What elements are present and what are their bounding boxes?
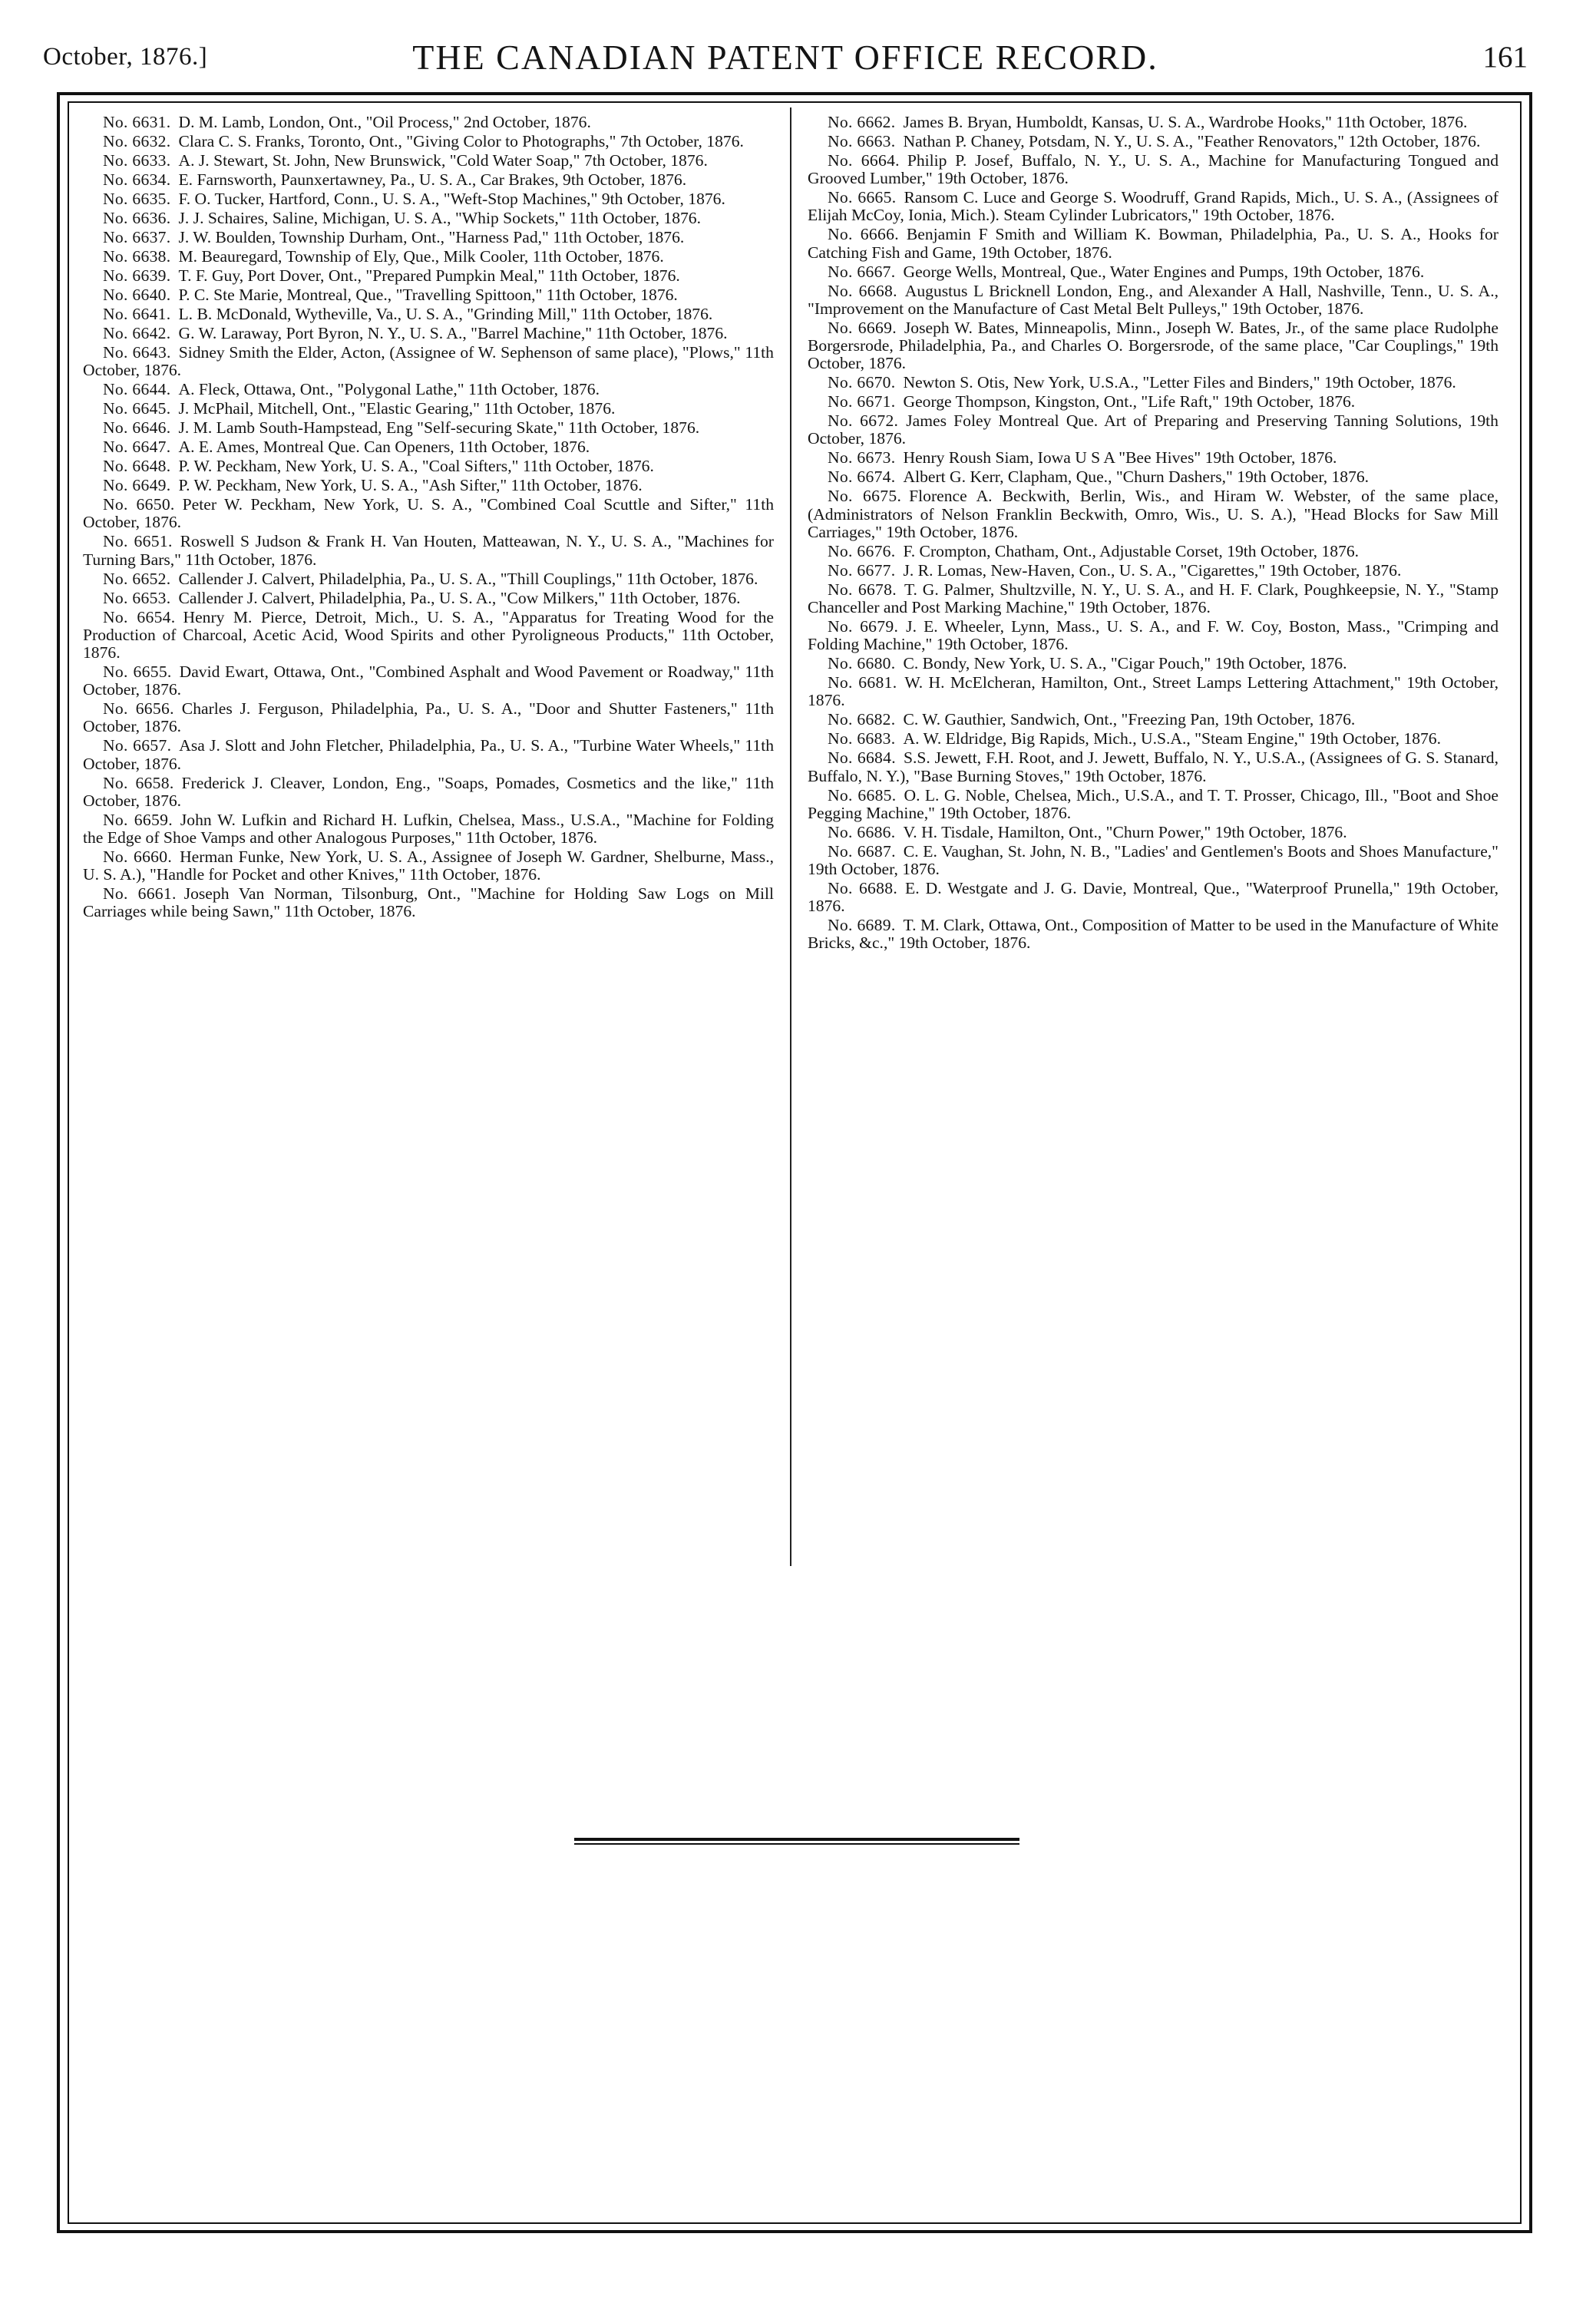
patent-details: W. H. McElcheran, Hamilton, Ont., Street Lamps Lettering Attachment," 19th October, 1876. — [808, 673, 1499, 710]
patent-details: Nathan P. Chaney, Potsdam, N. Y., U. S. A., "Feather Renovators," 12th October, 1876. — [903, 132, 1481, 150]
patent-entry — [83, 248, 774, 266]
patent-details: John W. Lufkin and Richard H. Lufkin, Chelsea, Mass., U.S.A., "Machine for Folding the Edge of Shoe Vamps and other Analogous Purposes," 11th October, 1876. — [83, 810, 774, 848]
patent-details: Peter W. Peckham, New York, U. S. A., "Combined Coal Scuttle and Sifter," 11th October, 1876. — [83, 495, 774, 532]
patent-number: No. 6646. — [103, 418, 171, 438]
patent-entry — [83, 590, 774, 607]
patent-number: No. 6685. — [828, 785, 897, 805]
patent-details: Henry Roush Siam, Iowa U S A "Bee Hives" 19th October, 1876. — [903, 448, 1337, 468]
patent-details: Newton S. Otis, New York, U.S.A., "Letter Files and Binders," 19th October, 1876. — [903, 373, 1456, 392]
patent-details: Callender J. Calvert, Philadelphia, Pa., U. S. A., "Cow Milkers," 11th October, 1876. — [178, 588, 741, 607]
patent-entry — [83, 381, 774, 398]
patent-details: T. M. Clark, Ottawa, Ont., Composition of Matter to be used in the Manufacture of White Bricks, &c.," 19th October, 1876. — [808, 916, 1499, 953]
patent-entry — [808, 880, 1499, 915]
patent-number: No. 6661. — [103, 884, 177, 904]
patent-details: Henry M. Pierce, Detroit, Mich., U. S. A., "Apparatus for Treating Wood for the Production of Charcoal, Acetic Acid, Wood Spirits and other Pyroligneous Products," 11th October, 1876. — [83, 607, 774, 662]
patent-number: No. 6665. — [828, 188, 897, 207]
patent-entry — [83, 210, 774, 227]
patent-entry — [808, 263, 1499, 281]
patent-number: No. 6672. — [828, 411, 899, 431]
patent-number: No. 6650. — [103, 495, 175, 514]
patent-entry — [83, 152, 774, 170]
patent-details: V. H. Tisdale, Hamilton, Ont., "Churn Power," 19th October, 1876. — [903, 822, 1347, 841]
patent-number: No. 6662. — [828, 113, 896, 131]
patent-details: Clara C. S. Franks, Toronto, Ont., "Giving Color to Photographs," 7th October, 1876. — [178, 132, 744, 150]
patent-entry — [83, 306, 774, 323]
patent-details: M. Beauregard, Township of Ely, Que., Milk Cooler, 11th October, 1876. — [178, 247, 664, 266]
patent-details: James B. Bryan, Humboldt, Kansas, U. S. A., Wardrobe Hooks," 11th October, 1876. — [903, 113, 1468, 131]
patent-details: Callender J. Calvert, Philadelphia, Pa., U. S. A., "Thill Couplings," 11th October, 1876. — [178, 569, 758, 588]
patent-entry — [83, 775, 774, 810]
patent-entry — [808, 843, 1499, 878]
patent-details: P. W. Peckham, New York, U. S. A., "Ash Sifter," 11th October, 1876. — [178, 476, 643, 495]
patent-number: No. 6637. — [103, 228, 171, 246]
patent-number: No. 6648. — [103, 457, 171, 476]
patent-details: D. M. Lamb, London, Ont., "Oil Process," 2nd October, 1876. — [178, 113, 591, 131]
patent-number: No. 6640. — [103, 286, 171, 304]
patent-entry — [83, 190, 774, 208]
patent-number: No. 6631. — [103, 113, 171, 131]
patent-number: No. 6638. — [103, 247, 171, 266]
patent-details: G. W. Laraway, Port Byron, N. Y., U. S. A., "Barrel Machine," 11th October, 1876. — [178, 324, 728, 342]
patent-details: A. Fleck, Ottawa, Ont., "Polygonal Lathe," 11th October, 1876. — [178, 380, 600, 399]
patent-number: No. 6687. — [828, 841, 896, 861]
patent-details: George Wells, Montreal, Que., Water Engines and Pumps, 19th October, 1876. — [903, 262, 1425, 281]
patent-details: Ransom C. Luce and George S. Woodruff, Grand Rapids, Mich., U. S. A., (Assignees of Elijah McCoy, Ionia, Mich.). Steam Cylinder Lubricators," 19th October, 1876. — [808, 188, 1499, 225]
patent-number: No. 6674. — [828, 468, 896, 487]
patent-entry — [83, 885, 774, 920]
patent-entry — [83, 477, 774, 494]
patent-number: No. 6667. — [828, 262, 896, 281]
patent-number: No. 6677. — [828, 560, 896, 580]
patent-number: No. 6657. — [103, 736, 172, 755]
patent-entry — [808, 711, 1499, 729]
patent-details: Sidney Smith the Elder, Acton, (Assignee of W. Sephenson of same place), "Plows," 11th October, 1876. — [83, 343, 774, 380]
patent-entry — [808, 787, 1499, 822]
patent-entry — [83, 171, 774, 189]
patent-number: No. 6654. — [103, 607, 176, 626]
patent-number: No. 6681. — [828, 673, 897, 692]
patent-entry — [83, 458, 774, 475]
patent-entry — [808, 730, 1499, 748]
patent-entry — [808, 283, 1499, 318]
patent-entry — [83, 700, 774, 735]
patent-details: Charles J. Ferguson, Philadelphia, Pa., U. S. A., "Door and Shutter Fasteners," 11th October, 1876. — [83, 699, 774, 736]
patent-details: A. W. Eldridge, Big Rapids, Mich., U.S.A., "Steam Engine," 19th October, 1876. — [903, 729, 1441, 748]
patent-details: David Ewart, Ottawa, Ont., "Combined Asphalt and Wood Pavement or Roadway," 11th October, 1876. — [83, 662, 774, 699]
patent-entry — [83, 114, 774, 131]
patent-entry — [808, 581, 1499, 616]
patent-details: J. R. Lomas, New-Haven, Con., U. S. A., "Cigarettes," 19th October, 1876. — [903, 560, 1402, 580]
patent-details: E. D. Westgate and J. G. Davie, Montreal, Que., "Waterproof Prunella," 19th October, 1876. — [808, 879, 1499, 916]
patent-number: No. 6651. — [103, 532, 173, 551]
patent-details: S.S. Jewett, F.H. Root, and J. Jewett, Buffalo, N. Y., U.S.A., (Assignees of G. S. Stanard, Buffalo, N. Y.), "Base Burning Stoves," 19th October, 1876. — [808, 748, 1499, 785]
patent-number: No. 6647. — [103, 438, 171, 457]
patent-number: No. 6688. — [828, 879, 898, 898]
patent-details: T. F. Guy, Port Dover, Ont., "Prepared Pumpkin Meal," 11th October, 1876. — [178, 266, 680, 285]
patent-number: No. 6668. — [828, 281, 897, 300]
patent-details: Benjamin F Smith and William K. Bowman, Philadelphia, Pa., U. S. A., Hooks for Catching Fish and Game, 19th October, 1876. — [808, 225, 1499, 262]
patent-details: Joseph Van Norman, Tilsonburg, Ont., "Machine for Holding Saw Logs on Mill Carriages while being Sawn," 11th October, 1876. — [83, 884, 774, 921]
patent-number: No. 6686. — [828, 822, 896, 841]
patent-entry — [83, 570, 774, 588]
page-number: 161 — [1482, 41, 1528, 74]
patent-entry — [83, 811, 774, 847]
patent-entry — [808, 152, 1499, 187]
patent-details: Philip P. Josef, Buffalo, N. Y., U. S. A., Machine for Manufacturing Tongued and Grooved Lumber," 19th October, 1876. — [808, 151, 1499, 188]
patent-details: J. W. Boulden, Township Durham, Ont., "Harness Pad," 11th October, 1876. — [178, 228, 685, 246]
patent-entry — [808, 133, 1499, 150]
patent-details: C. Bondy, New York, U. S. A., "Cigar Pouch," 19th October, 1876. — [903, 654, 1347, 673]
patent-number: No. 6635. — [103, 190, 171, 208]
patent-details: A. J. Stewart, St. John, New Brunswick, "Cold Water Soap," 7th October, 1876. — [178, 151, 708, 170]
patent-number: No. 6634. — [103, 170, 171, 189]
patent-entry — [808, 449, 1499, 467]
patent-number: No. 6641. — [103, 305, 171, 323]
patent-entry — [83, 286, 774, 304]
patent-details: Joseph W. Bates, Minneapolis, Minn., Joseph W. Bates, Jr., of the same place Rudolphe Borgersrode, Philadelphia, Pa., and Charles O. Borgersrode, of the same place, "Car Couplings," 19th October, 1876. — [808, 318, 1499, 373]
patent-details: P. W. Peckham, New York, U. S. A., "Coal Sifters," 11th October, 1876. — [178, 457, 654, 476]
patent-details: C. W. Gauthier, Sandwich, Ont., "Freezing Pan, 19th October, 1876. — [903, 710, 1356, 729]
patent-number: No. 6656. — [103, 699, 174, 719]
patent-number: No. 6675. — [828, 487, 902, 506]
patent-number: No. 6673. — [828, 448, 896, 468]
patent-number: No. 6632. — [103, 132, 171, 150]
patent-entry — [83, 419, 774, 437]
patent-number: No. 6636. — [103, 209, 171, 227]
patent-entry — [808, 374, 1499, 392]
patent-entry — [83, 400, 774, 418]
patent-number: No. 6689. — [828, 916, 896, 935]
patent-details: L. B. McDonald, Wytheville, Va., U. S. A., "Grinding Mill," 11th October, 1876. — [178, 305, 713, 323]
patent-number: No. 6652. — [103, 569, 171, 588]
patent-details: C. E. Vaughan, St. John, N. B., "Ladies' and Gentlemen's Boots and Shoes Manufacture," 19th October, 1876. — [808, 841, 1499, 879]
patent-entry — [83, 344, 774, 379]
right-column — [808, 114, 1499, 953]
patent-entry — [808, 393, 1499, 411]
patent-entry — [808, 917, 1499, 952]
end-rule — [574, 1838, 1019, 1841]
patent-details: O. L. G. Noble, Chelsea, Mich., U.S.A., and T. T. Prosser, Chicago, Ill., "Boot and Shoe Pegging Machine," 19th October, 1876. — [808, 785, 1499, 822]
patent-number: No. 6670. — [828, 373, 896, 392]
patent-details: Herman Funke, New York, U. S. A., Assignee of Joseph W. Gardner, Shelburne, Mass., U. S. A.), "Handle for Pocket and other Knives," 11th October, 1876. — [83, 848, 774, 884]
patent-number: No. 6653. — [103, 588, 171, 607]
patent-details: F. O. Tucker, Hartford, Conn., U. S. A., "Weft-Stop Machines," 9th October, 1876. — [178, 190, 725, 208]
patent-entry — [83, 663, 774, 699]
patent-number: No. 6655. — [103, 662, 172, 682]
patent-entry — [808, 226, 1499, 261]
patent-entry — [83, 325, 774, 342]
patent-entry — [83, 133, 774, 150]
patent-entry — [83, 496, 774, 531]
patent-entry — [83, 267, 774, 285]
patent-details: Asa J. Slott and John Fletcher, Philadelphia, Pa., U. S. A., "Turbine Water Wheels," 11th October, 1876. — [83, 736, 774, 773]
patent-details: J. M. Lamb South-Hampstead, Eng "Self-securing Skate," 11th October, 1876. — [178, 418, 700, 438]
patent-entry — [808, 749, 1499, 785]
patent-entry — [808, 655, 1499, 672]
patent-number: No. 6663. — [828, 132, 896, 150]
patent-details: Frederick J. Cleaver, London, Eng., "Soaps, Pomades, Cosmetics and the like," 11th October, 1876. — [83, 773, 774, 810]
patent-number: No. 6642. — [103, 324, 171, 342]
patent-number: No. 6633. — [103, 151, 171, 170]
patent-entry — [808, 114, 1499, 131]
patent-number: No. 6678. — [828, 580, 897, 599]
patent-entry — [83, 737, 774, 772]
patent-entry — [808, 412, 1499, 448]
patent-details: James Foley Montreal Que. Art of Preparing and Preserving Tanning Solutions, 19th October, 1876. — [808, 411, 1499, 448]
patent-number: No. 6645. — [103, 399, 171, 418]
patent-entry — [83, 533, 774, 568]
patent-entry — [83, 229, 774, 246]
patent-details: Roswell S Judson & Frank H. Van Houten, Matteawan, N. Y., U. S. A., "Machines for Turning Bars," 11th October, 1876. — [83, 532, 774, 569]
patent-details: Florence A. Beckwith, Berlin, Wis., and Hiram W. Webster, of the same place, (Administrators of Nelson Franklin Beckwith, Omro, Wis., U. S. A.), "Head Blocks for Saw Mill Carriages," 19th October, 1876. — [808, 487, 1499, 541]
patent-details: George Thompson, Kingston, Ont., "Life Raft," 19th October, 1876. — [903, 392, 1356, 411]
patent-entry — [83, 848, 774, 884]
patent-details: J. McPhail, Mitchell, Ont., "Elastic Gearing," 11th October, 1876. — [178, 399, 616, 418]
patent-entry — [808, 562, 1499, 580]
patent-details: A. E. Ames, Montreal Que. Can Openers, 11th October, 1876. — [178, 438, 590, 457]
patent-details: J. J. Schaires, Saline, Michigan, U. S. A., "Whip Sockets," 11th October, 1876. — [178, 209, 701, 227]
patent-number: No. 6659. — [103, 810, 173, 829]
patent-number: No. 6639. — [103, 266, 171, 285]
patent-entry — [808, 468, 1499, 486]
patent-number: No. 6664. — [828, 151, 900, 170]
patent-number: No. 6683. — [828, 729, 896, 748]
patent-details: E. Farnsworth, Paunxertawney, Pa., U. S. A., Car Brakes, 9th October, 1876. — [178, 170, 687, 189]
patent-details: J. E. Wheeler, Lynn, Mass., U. S. A., and F. W. Coy, Boston, Mass., "Crimping and Folding Machine," 19th October, 1876. — [808, 617, 1499, 654]
patent-number: No. 6643. — [103, 343, 171, 362]
publication-title: THE CANADIAN PATENT OFFICE RECORD. — [412, 38, 1158, 77]
patent-details: Augustus L Bricknell London, Eng., and Alexander A Hall, Nashville, Tenn., U. S. A., "Improvement on the Manufacture of Cast Metal Belt Pulleys," 19th October, 1876. — [808, 281, 1499, 318]
patent-entry — [83, 438, 774, 456]
end-rule-thin — [574, 1843, 1019, 1845]
patent-number: No. 6658. — [103, 773, 174, 792]
patent-entry — [808, 543, 1499, 560]
patent-number: No. 6671. — [828, 392, 896, 411]
left-column — [83, 114, 774, 922]
patent-details: P. C. Ste Marie, Montreal, Que., "Travelling Spittoon," 11th October, 1876. — [178, 286, 678, 304]
patent-entry — [808, 824, 1499, 841]
patent-entry — [808, 319, 1499, 373]
patent-number: No. 6666. — [828, 225, 899, 244]
patent-number: No. 6660. — [103, 848, 173, 867]
patent-entry — [808, 487, 1499, 541]
column-divider — [790, 107, 791, 1566]
issue-date: October, 1876.] — [43, 43, 208, 71]
patent-details: Albert G. Kerr, Clapham, Que., "Churn Dashers," 19th October, 1876. — [903, 468, 1370, 487]
patent-number: No. 6682. — [828, 710, 896, 729]
patent-details: T. G. Palmer, Shultzville, N. Y., U. S. A., and H. F. Clark, Poughkeepsie, N. Y., "Stamp Chanceller and Post Marking Machine," 19th October, 1876. — [808, 580, 1499, 617]
patent-entry — [808, 189, 1499, 224]
patent-entry — [808, 618, 1499, 653]
patent-number: No. 6684. — [828, 748, 896, 768]
patent-number: No. 6644. — [103, 380, 171, 399]
patent-number: No. 6649. — [103, 476, 171, 495]
patent-number: No. 6669. — [828, 318, 897, 337]
patent-number: No. 6676. — [828, 541, 896, 560]
patent-entry — [808, 674, 1499, 709]
patent-entry — [83, 609, 774, 662]
patent-number: No. 6680. — [828, 654, 896, 673]
patent-details: F. Crompton, Chatham, Ont., Adjustable Corset, 19th October, 1876. — [903, 541, 1360, 560]
page-header — [43, 29, 1528, 83]
patent-number: No. 6679. — [828, 617, 899, 636]
